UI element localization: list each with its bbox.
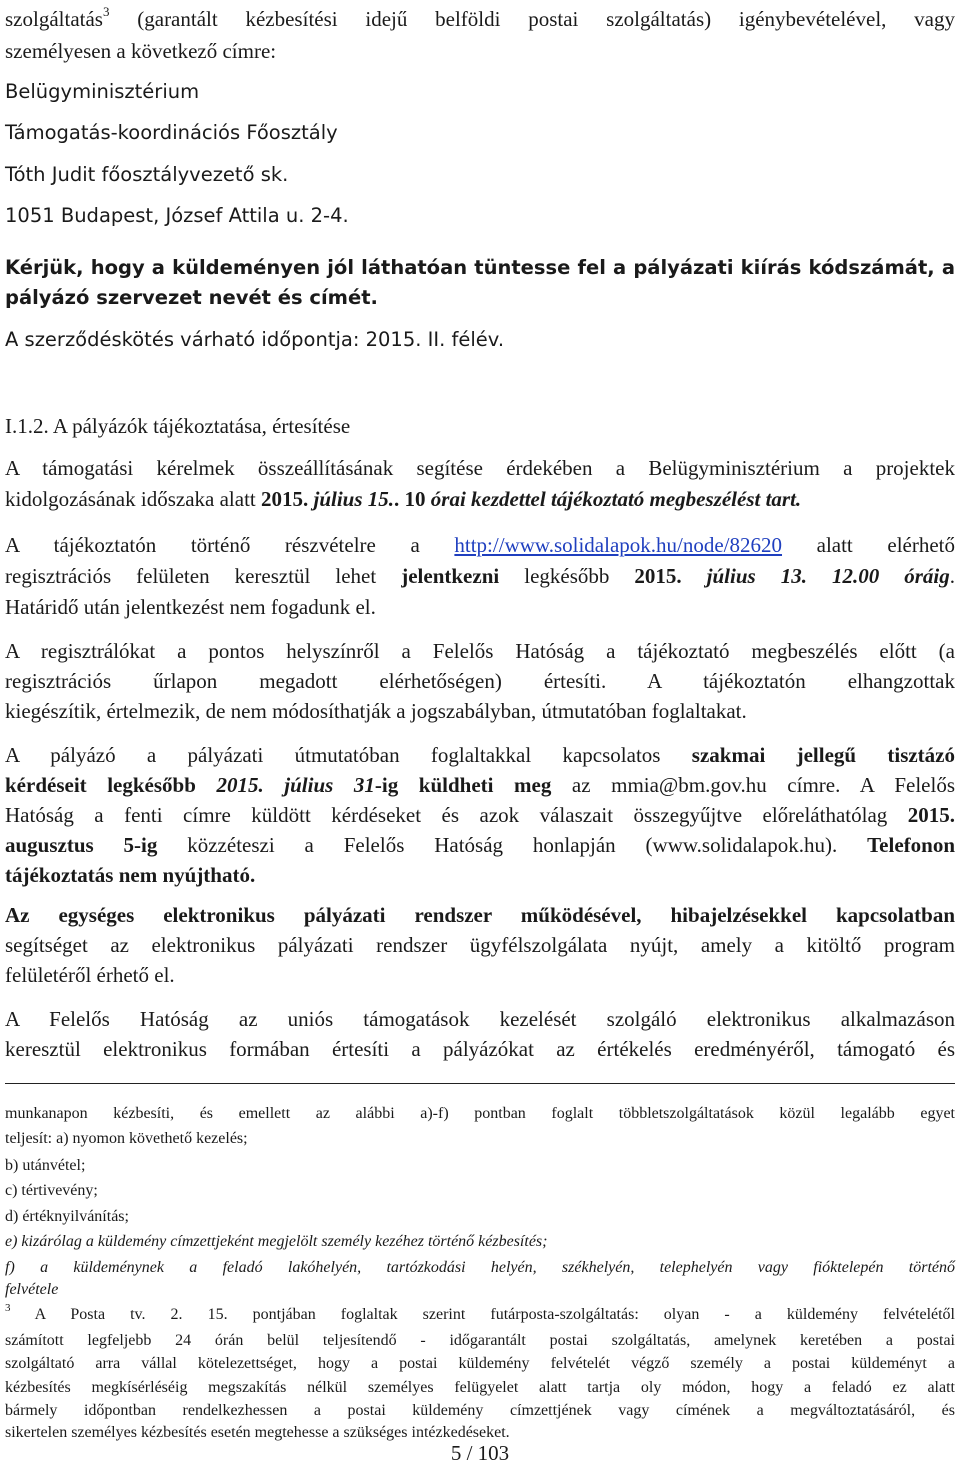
text-line	[5, 800, 955, 830]
text-span: kidolgozásának időszaka alatt	[5, 487, 256, 511]
text-span: Hatóság a fenti címre küldött kérdéseket és azok válaszait összegyűjtve előreláthatólag	[5, 803, 888, 827]
footnote-line: e) kizárólag a küldemény címzettjeként megjelölt személy kezéhez történő kézbesítés;	[5, 1233, 548, 1250]
text-span: szolgáltatás	[5, 7, 103, 31]
text-line: tájékoztatás nem nyújtható.	[5, 863, 256, 887]
footnote-divider	[5, 1083, 955, 1084]
address-line: Tóth Judit főosztályvezető sk.	[5, 163, 289, 186]
bold-span: szakmai jellegű tisztázó	[691, 743, 955, 767]
text-line	[5, 740, 955, 770]
text-line	[5, 530, 955, 560]
text-line: Az egységes elektronikus pályázati rendszer működésével, hibajelzésekkel kapcsolatban	[5, 903, 955, 927]
footnote-line: szolgáltató arra vállal kötelezettséget, hogy a postai küldemény felvételét végző személy a postai küldeményt a	[5, 1355, 955, 1372]
text-span: közzéteszi a Felelős Hatóság honlapján (www.solidalapok.hu).	[187, 833, 838, 857]
bold-span: Telefonon	[867, 833, 956, 857]
bold-italic-span: órai kezdettel tájékoztató megbeszélést tart.	[430, 487, 802, 511]
text-span: legkésőbb	[524, 564, 610, 588]
footnote-line: kézbesítés megkísérléséig megszakítás nélkül személyes felügyelet alatt tartja oly módon, hogy a feladó ez alatt	[5, 1379, 955, 1396]
text-line: A támogatási kérelmek összeállításának segítése érdekében a Belügyminisztérium a projektek	[5, 456, 955, 480]
text-line: keresztül elektronikus formában értesíti a pályázókat az értékelés eredményéről, támogató és	[5, 1037, 955, 1061]
text-span: A pályázó a pályázati útmutatóban foglaltakkal kapcsolatos	[5, 743, 661, 767]
address-line: Belügyminisztérium	[5, 80, 200, 103]
text-line: segítséget az elektronikus pályázati rendszer ügyfélszolgálata nyújt, amely a kitöltő program	[5, 933, 955, 957]
bold-italic-span: 2015. július 31	[216, 773, 375, 797]
footnote-line: teljesít: a) nyomon követhető kezelés;	[5, 1130, 248, 1147]
footnote-line: d) értéknyilvánítás;	[5, 1208, 129, 1225]
bold-italic-span: július 13. 12.00	[706, 564, 880, 588]
text-line: személyesen a következő címre:	[5, 39, 277, 63]
section-heading: I.1.2. A pályázók tájékoztatása, értesítése	[5, 414, 351, 438]
footnote-line: b) utánvétel;	[5, 1157, 86, 1174]
address-line: 1051 Budapest, József Attila u. 2-4.	[5, 204, 349, 227]
bold-notice-line: Kérjük, hogy a küldeményen jól láthatóan tüntesse fel a pályázati kiírás kódszámát, a	[5, 256, 955, 279]
registration-link[interactable]: http://www.solidalapok.hu/node/82620	[454, 533, 783, 557]
bold-italic-span: óráig	[904, 564, 950, 588]
text-line	[5, 830, 955, 860]
text-line: A regisztrálókat a pontos helyszínről a Felelős Hatóság a tájékoztató megbeszélés előtt (a	[5, 639, 955, 663]
text-line: kidolgozásának időszaka alatt 2015. július 15.. 10 órai kezdettel tájékoztató megbeszélést tart.	[5, 487, 802, 511]
text-span: az mmia@bm.gov.hu címre. A Felelős	[571, 773, 955, 797]
footnote-line: felvétele	[5, 1281, 59, 1298]
text-span: regisztrációs felületen keresztül lehet	[5, 564, 377, 588]
footnote-line: sikertelen személyes kézbesítés esetén megtehesse a szükséges intézkedéseket.	[5, 1424, 510, 1441]
text-line	[5, 770, 955, 800]
text-span: .	[949, 564, 956, 588]
footnote-line: f) a küldeménynek a feladó lakóhelyén, tartózkodási helyén, székhelyén, telephelyén vagy fióktelepén történő	[5, 1259, 955, 1276]
footnote-ref[interactable]: 3	[102, 4, 110, 19]
bold-span: -ig küldheti meg	[374, 773, 552, 797]
contract-date: A szerződéskötés várható időpontja: 2015. II. félév.	[5, 328, 505, 351]
bold-notice-line: pályázó szervezet nevét és címét.	[5, 286, 378, 309]
text-line: felületéről érhető el.	[5, 963, 175, 987]
bold-span: jelentkezni	[401, 564, 500, 588]
text-line	[5, 561, 955, 591]
address-line: Támogatás-koordinációs Főosztály	[5, 121, 338, 144]
bold-span: 2015.	[907, 803, 955, 827]
footnote-line: munkanapon kézbesíti, és emellett az alábbi a)-f) pontban foglalt többletszolgáltatások közül legalább egyet	[5, 1105, 955, 1122]
page-number: 5 / 103	[450, 1441, 510, 1465]
footnote-line: számított legfeljebb 24 órán belül teljesítendő - időgarantált postai szolgáltatás, amelynek keretében a postai	[5, 1332, 955, 1349]
bold-span: kérdéseit legkésőbb	[5, 773, 196, 797]
text-span: A tájékoztatón történő részvételre a	[5, 533, 420, 557]
text-span: alatt elérhető	[816, 533, 955, 557]
bold-span: 2015.	[261, 487, 309, 511]
text-line: regisztrációs űrlapon megadott elérhetőségen) értesíti. A tájékoztatón elhangzottak	[5, 669, 955, 693]
text-line: A Felelős Hatóság az uniós támogatások kezelését szolgáló elektronikus alkalmazáson	[5, 1007, 955, 1031]
footnote-line: bármely időpontban rendelkezhessen a postai küldemény címzettjének vagy címének a megváltoztatásáról, és	[5, 1402, 955, 1419]
bold-italic-span: július 15.	[313, 487, 395, 511]
text-line	[5, 4, 955, 34]
text-line: kiegészítik, értelmezik, de nem módosíthatják a jogszabályban, útmutatóban foglaltakat.	[5, 699, 747, 723]
text-span: A Posta tv. 2. 15. pontjában foglaltak szerint futárposta-szolgáltatás: olyan - a küldemény felvételétől	[34, 1306, 956, 1323]
footnote-line	[5, 1301, 956, 1327]
bold-span: augusztus 5-ig	[5, 833, 158, 857]
bold-span: 2015.	[634, 564, 682, 588]
text-line: Határidő után jelentkezést nem fogadunk el.	[5, 595, 376, 619]
bold-span: 10	[404, 487, 426, 511]
footnote-marker: 3	[5, 1301, 11, 1314]
text-span: (garantált kézbesítési idejű belföldi postai szolgáltatás) igénybevételével, vagy	[137, 7, 955, 31]
footnote-line: c) tértivevény;	[5, 1182, 98, 1199]
